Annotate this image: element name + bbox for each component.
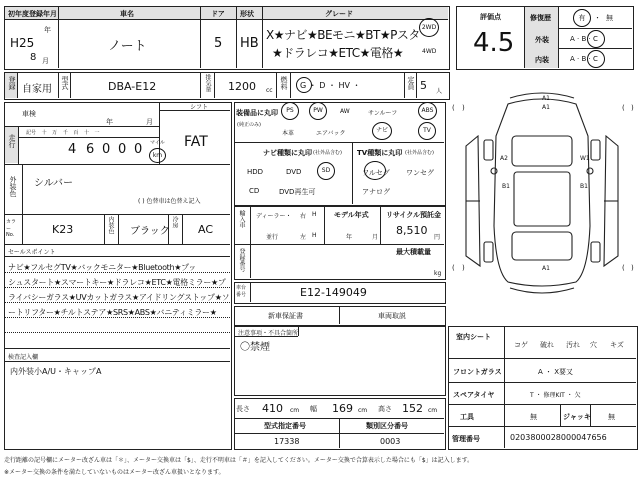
tools-label: 工具 — [460, 413, 474, 421]
exterior-grade-label: 外装 — [535, 36, 549, 44]
handle-right: 右 — [300, 213, 307, 220]
model-no: 17338 — [274, 437, 300, 446]
score-label: 評価点 — [480, 13, 501, 21]
seat-tear: 破れ — [540, 341, 554, 349]
model-year-unit: 年 — [346, 234, 353, 241]
category-no: 0003 — [380, 437, 401, 446]
nav-type-header: ナビ種類に丸印 — [263, 149, 312, 157]
repair-no: 無 — [606, 14, 613, 22]
mileage-digit-header: 記号 十 万 千 百 十 一 — [26, 130, 100, 136]
plate-label: 登録番号 — [238, 248, 245, 272]
svg-text:(: ( — [452, 104, 455, 112]
score-value: 4.5 — [473, 28, 515, 58]
exterior-grade-circle — [587, 30, 605, 48]
height-value: 152 — [402, 402, 423, 415]
seat-stain: 汚れ — [566, 341, 580, 349]
drive-2wd-circle: 2WD — [419, 18, 439, 37]
door-count: 5 — [214, 36, 223, 51]
selling-point-line-2: シュスタート★スマートキー★ドラレコ★ETC★電格ミラー★プ — [8, 278, 226, 287]
width-unit: cm — [358, 407, 368, 414]
int-color: ブラック — [130, 226, 170, 237]
ext-color-label: 外装色 — [9, 176, 17, 197]
mileage-digit-1: 4 — [68, 142, 77, 157]
month-unit: 月 — [42, 57, 49, 65]
mileage-digit-2: 6 — [86, 142, 95, 157]
door-label: ドア — [211, 10, 225, 18]
reg-label: 登録 — [8, 76, 16, 90]
damage-mark-left-door: A2 — [500, 155, 508, 162]
shift-label: シフト — [190, 104, 209, 111]
shift-type: FAT — [184, 134, 208, 150]
ext-color: シルバー — [34, 178, 74, 189]
yen-unit: 円 — [434, 234, 441, 241]
name-label: 車名 — [120, 10, 134, 18]
seat-label: 室内シート — [456, 333, 491, 341]
handle-left: 左 — [300, 234, 307, 241]
docs-frame — [234, 306, 446, 326]
header-bar — [5, 7, 448, 19]
jack-label: ジャッキ — [563, 413, 591, 421]
import-dealer: ディーラー・ — [256, 213, 292, 220]
height-unit: cm — [428, 407, 438, 414]
manual-label: 車両取説 — [378, 312, 406, 320]
seat-scratch: キズ — [610, 341, 624, 349]
windshield-label: フロントガラス — [453, 368, 502, 376]
svg-text:(: ( — [622, 104, 625, 112]
reg-month: 8 — [30, 52, 37, 63]
category-label: 類別区分番号 — [366, 422, 408, 430]
model-label: 型式 — [61, 76, 69, 90]
height-label: 高さ — [378, 405, 392, 413]
spare-tire-status: T ・ 修理KIT ・ 欠 — [530, 392, 581, 399]
svg-text:): ) — [631, 264, 634, 272]
chassis-number: E12-149049 — [300, 286, 367, 299]
handle-h-1: H — [312, 211, 317, 218]
equip-aw: AW — [340, 108, 350, 115]
seat-hole: 穴 — [590, 341, 597, 349]
spare-tire-label: スペアタイヤ — [453, 391, 495, 399]
model-code: DBA-E12 — [108, 80, 157, 93]
damage-mark-hood: A1 — [542, 104, 550, 111]
damage-diagram — [448, 76, 636, 322]
width-value: 169 — [332, 402, 353, 415]
length-value: 410 — [262, 402, 283, 415]
displacement-label: 排気量 — [204, 74, 211, 92]
person-unit: 人 — [436, 88, 443, 95]
cc-unit: cc — [266, 87, 273, 94]
interior-grades: A · B · C — [570, 55, 598, 63]
repair-label: 修復歴 — [530, 14, 551, 22]
nav-hdd: HDD — [247, 168, 264, 176]
svg-text:): ) — [631, 104, 634, 112]
grade-label: グレード — [325, 10, 353, 18]
footer-line-2: ※メーター交換の条件を満たしていないものはメーター改ざん車扱いとなります。 — [4, 469, 225, 476]
capacity-label: 定員 — [407, 76, 415, 90]
equip-sunroof: サンルーフ — [368, 110, 398, 117]
windshield-status: A ・ X要又 — [538, 368, 574, 376]
fuel-label: 燃料 — [280, 76, 288, 90]
inspector-notes: 内外装小A/U・キャップA — [10, 367, 102, 376]
inspection-year: 年 — [106, 118, 113, 126]
reg-era: H25 — [10, 36, 35, 50]
damage-mark-rear: A1 — [542, 265, 550, 272]
year-unit: 年 — [44, 26, 51, 34]
kg-unit: kg — [434, 270, 442, 277]
equip-ps-circle: PS — [281, 102, 299, 120]
svg-text:(: ( — [622, 264, 625, 272]
int-color-label: 内装色 — [107, 216, 114, 234]
car-name: ノート — [108, 39, 147, 54]
model-no-label: 型式指定番号 — [264, 422, 306, 430]
chassis-label: 車台番号 — [236, 285, 247, 298]
equip-abs-circle: ABS — [418, 102, 437, 120]
damage-mark-right-rear: B1 — [580, 183, 588, 190]
capacity: 5 — [420, 79, 427, 92]
max-load-label: 最大積載量 — [396, 248, 431, 256]
width-label: 幅 — [310, 405, 317, 413]
car-diagram-svg — [448, 76, 636, 322]
tv-fullseg-circle — [364, 161, 386, 180]
mileage-label: 走行 — [8, 134, 16, 148]
length-label: 長さ — [236, 405, 250, 413]
mgmt-number: 0203800028000047656 — [510, 433, 607, 442]
inspection-month: 月 — [146, 118, 153, 126]
tv-type-note: (社外品含む) — [405, 150, 434, 156]
grade-line-1: X★ナビ★BEモニ★BT★Pスタ — [266, 28, 420, 42]
color-change-note: ( ) 色替車は色替え記入 — [138, 198, 201, 205]
seat-scorch: コゲ — [514, 341, 528, 349]
mile-label: マイル — [150, 140, 165, 146]
import-label: 輸入車 — [238, 210, 245, 228]
damage-mark-left-rear: B1 — [502, 183, 510, 190]
recycle-amount: 8,510 — [396, 224, 428, 237]
equip-navi-circle: ナビ — [372, 122, 392, 140]
grade-line-2: ★ドラレコ★ETC★電格★ — [272, 46, 404, 60]
svg-text:(: ( — [452, 264, 455, 272]
recycle-label: リサイクル預託金 — [386, 211, 442, 219]
equip-tv-circle: TV — [418, 122, 436, 140]
shape-label: 形状 — [240, 10, 254, 18]
body-shape: HB — [240, 36, 259, 51]
mgmt-label: 管理番号 — [452, 435, 480, 443]
inspector-notes-label: 検査記入欄 — [8, 354, 39, 361]
inspection-label: 車検 — [22, 110, 36, 118]
color-code-label: カラー No. — [6, 219, 17, 238]
damage-mark-front: A1 — [542, 95, 550, 102]
interior-grade-label: 内装 — [535, 56, 549, 64]
equip-pw-circle: PW — [309, 102, 327, 120]
notes-text: 〇禁煙 — [240, 342, 270, 353]
footer-line-1: 走行距離の記号欄にメーター改ざん車は「＊」、メーター交換車は「$」、走行不明車は「＃」を記入してください。メーター交換で合算表示した場合にも「$」は記入します。 — [4, 457, 474, 464]
exterior-grades: A · B · C — [570, 35, 598, 43]
equipment-sub-label: (純正のみ) — [237, 122, 261, 128]
nav-type-note: (社外品含む) — [313, 150, 342, 156]
ac-value: AC — [198, 223, 214, 236]
tv-type-header: TV種類に丸印 — [357, 149, 403, 157]
equipment-label: 装備品に丸印 — [236, 109, 278, 117]
nav-sd-circle: SD — [317, 162, 335, 180]
drive-4wd: 4WD — [422, 48, 437, 55]
interior-grade-circle — [587, 50, 605, 68]
equip-leather: 本革 — [282, 130, 295, 137]
svg-text:): ) — [462, 104, 465, 112]
selling-points-label: セールスポイント — [8, 249, 56, 256]
tv-analog: アナログ — [362, 188, 390, 196]
tv-fullseg: フルセグ — [362, 169, 390, 177]
tools-value: 無 — [530, 413, 537, 421]
year-label: 初年度登録年月 — [8, 10, 57, 18]
nav-cd: CD — [249, 187, 260, 195]
km-circle: km — [149, 148, 166, 163]
tv-oneseg: ワンセグ — [406, 169, 434, 177]
selling-point-line-3: ライバシーガラス★UVカットガラス★アイドリングストップ★ソ — [8, 293, 230, 302]
displacement: 1200 — [228, 80, 256, 93]
equip-airbag: エアバック — [316, 130, 346, 137]
svg-text:): ) — [462, 264, 465, 272]
selling-point-line-4: ートリフター★チルトステア★SRS★ABS★バニティミラー★ — [8, 308, 217, 317]
nav-dvd-play: DVD再生可 — [279, 188, 316, 196]
model-year-label: モデル年式 — [334, 211, 369, 219]
mileage-digit-4: 0 — [118, 142, 127, 157]
selling-point-line-1: ナビ★フルセグTV★バックモニター★Bluetooth★プッ — [8, 263, 197, 272]
length-unit: cm — [290, 407, 300, 414]
mileage-digit-3: 0 — [102, 142, 111, 157]
auction-sheet: 初年度登録年月 車名 ドア 形状 グレード H25 年 8 月 ノート 5 HB X★ナビ★BEモニ★BT★Pスタ ★ドラレコ★ETC★電格★ 2WD 4WD 登録 自家用 型式 DBA-E12 排気量 1200 cc 燃料 G ・ D ・ HV ・ 定員 5 人 評価点 4.5 修復歴 有 ・ 無 外装 A · B · C 内装 A · B · C 車検 年 月 シフト FAT 走行 記号 十 万 千 百 十 一 4 6 0 0 0 マイル km 外装色 シルバー ( ) 色替車は色替え記入 カラー No. K23 内装色 ブラック 冷房 AC セールスポイント ナビ★フルセグTV★バックモニター★Bluetooth★プッ シュスタート★スマートキー★ドラレコ★ETC★電格ミラー★プ ライバシーガラス★UVカットガラス★アイドリングストップ★ソ ートリフター★チルトステア★SRS★ABS★バニティミラー★ 検査記入欄 内外装小A/U・キャップA 装備品に丸印 (純正のみ) PS PW AW サンルーフ ABS 本革 エアバック ナビ TV ナビ種類に丸印 (社外品含む) HDD DVD SD CD DVD再生可 TV種類に丸印 (社外品含む) フルセグ ワンセグ アナログ 輸入車 ディーラー・ 並行 右 H 左 H モデル年式 年 月 リサイクル預託金 8,510 円 登録番号 最大積載量 kg 車台番号 E12-149049 新車保証書 車両取説 注意事項・不具合箇所 〇禁煙 長さ 410 cm 幅 169 cm 高さ 152 cm 型式指定番号 17338 類別区分番号 0003 ( ) ( ) ( ) ( ) A1 A1 A2 W1 B1 B1 A1 室内シート コゲ 破れ 汚れ 穴 キズ フロントガラス A ・ X要又 スペアタイヤ T ・ 修理KIT ・ 欠 工具 無 ジャッキ 無 管理番号 0203800028000047656 走行距離の記号欄にメーター改ざん車は「＊」、メーター交換車は「$」、走行不明車は「＃」を記入してください。メーター交換で合算表示した場合にも「$」は記入します。 ※メーター交換の条件を満たしていないものはメーター改ざん車扱いとなります。 — [0, 0, 640, 480]
color-code: K23 — [52, 223, 74, 236]
jack-value: 無 — [608, 413, 615, 421]
mileage-digit-5: 0 — [134, 142, 143, 157]
import-parallel: 並行 — [266, 234, 279, 241]
damage-mark-windshield: W1 — [580, 155, 590, 162]
model-month-unit: 月 — [372, 234, 379, 241]
fuel-options: G ・ D ・ HV ・ — [300, 81, 361, 90]
handle-h-2: H — [312, 232, 317, 239]
ac-label: 冷房 — [171, 216, 178, 228]
private-use: 自家用 — [22, 84, 52, 95]
warranty-label: 新車保証書 — [268, 312, 303, 320]
nav-dvd: DVD — [286, 168, 302, 176]
notes-label: 注意事項・不具合箇所 — [238, 330, 299, 337]
repair-yes-circle: 有 — [573, 9, 591, 27]
